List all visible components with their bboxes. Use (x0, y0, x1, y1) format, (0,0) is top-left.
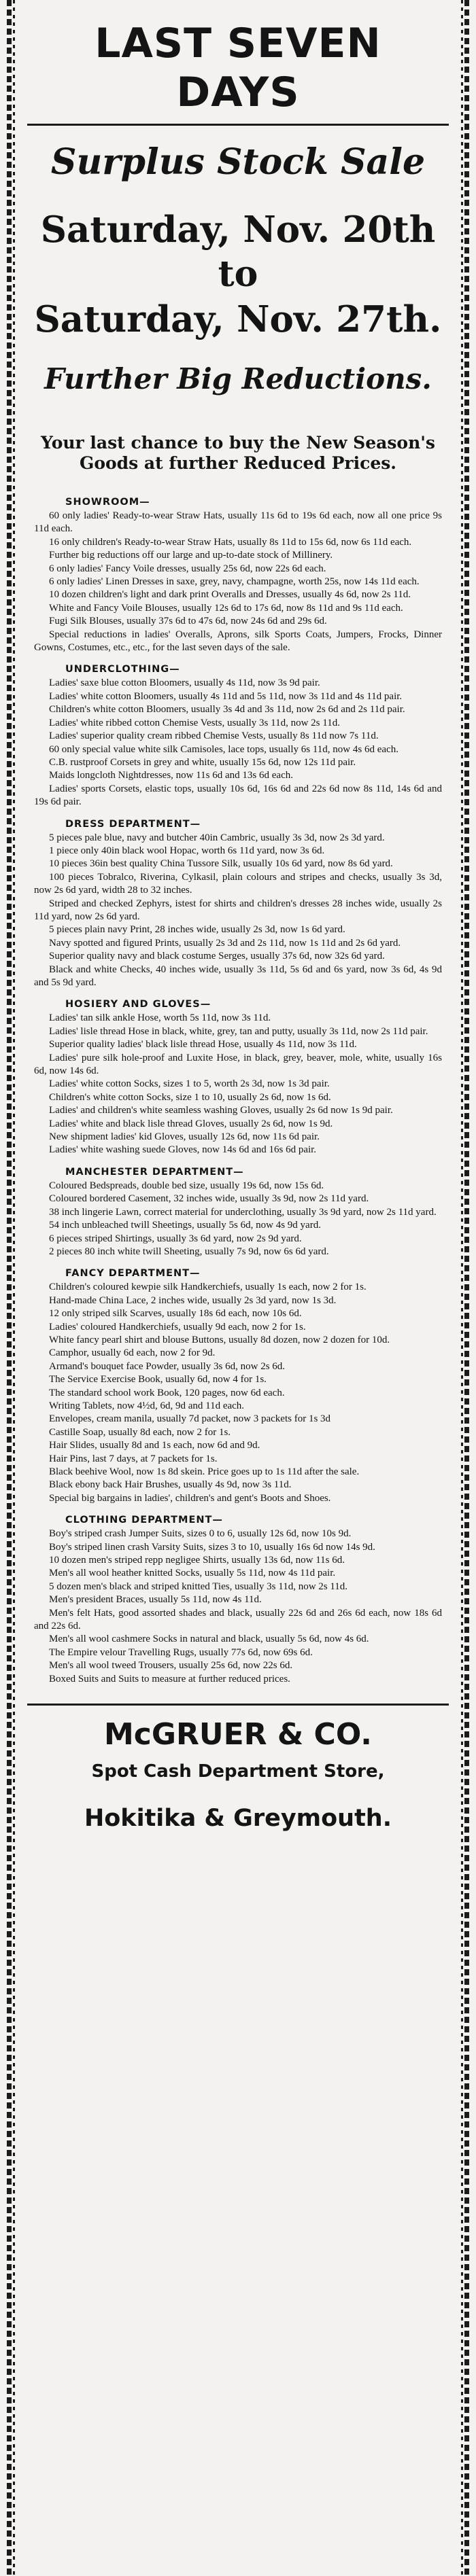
item-text: Ladies' superior quality cream ribbed Chemise Vests, usually 8s 11d now 7s 11d. (49, 730, 379, 742)
date-to: to (218, 253, 258, 295)
item-text: 5 pieces plain navy Print, 28 inches wide, usually 2s 3d, now 1s 6d yard. (49, 924, 345, 936)
item-text: Ladies' lisle thread Hose in black, white, grey, tan and putty, usually 3s 11d, now 2s 11d pair. (49, 1025, 428, 1037)
item-text: Ladies' coloured Handkerchiefs, usually 9d each, now 2 for 1s. (49, 1321, 306, 1333)
item-text: 16 only children's Ready-to-wear Straw Hats, usually 8s 11d to 15s 6d, now 6s 11d each. (49, 536, 412, 548)
item-text: The standard school work Book, 120 pages, now 6d each. (49, 1387, 285, 1398)
item-text: Black ebony back Hair Brushes, usually 4s 9d, now 3s 11d. (49, 1479, 292, 1491)
section-heading: MANCHESTER DEPARTMENT— (65, 1166, 244, 1178)
item-text: 6 pieces striped Shirtings, usually 3s 6d yard, now 2s 9d yard. (49, 1233, 302, 1244)
item-text: 2 pieces 80 inch white twill Sheeting, usually 7s 9d, now 6s 6d yard. (49, 1246, 329, 1257)
item-text: The Empire velour Travelling Rugs, usually 77s 6d, now 69s 6d. (49, 1646, 313, 1658)
left-border (7, 0, 16, 2576)
sections (27, 497, 449, 1686)
item-text: Black beehive Wool, now 1s 8d skein. Price goes up to 1s 11d after the sale. (49, 1466, 360, 1477)
item-text: Men's president Braces, usually 5s 11d, now 4s 11d. (49, 1594, 262, 1606)
item-text: New shipment ladies' kid Gloves, usually 12s 6d, now 11s 6d pair. (49, 1131, 320, 1143)
item-text: Hand-made China Lace, 2 inches wide, usually 2s 3d yard, now 1s 3d. (49, 1294, 337, 1306)
sale-title: Surplus Stock Sale (50, 141, 426, 183)
item-text: The Service Exercise Book, usually 6d, now 4 for 1s. (49, 1374, 267, 1386)
item-text: Ladies' and children's white seamless washing Gloves, usually 2s 6d now 1s 9d pair. (49, 1105, 393, 1116)
item-text: 5 dozen men's black and striped knitted Ties, usually 3s 11d, now 2s 11d. (49, 1581, 348, 1592)
item-text: White fancy pearl shirt and blouse Buttons, usually 8d dozen, now 2 dozen for 10d. (49, 1334, 390, 1345)
item-text: Hair Pins, last 7 days, at 7 packets for 1s. (49, 1453, 218, 1464)
subhead: Further Big Reductions. (44, 362, 432, 395)
item-text: Superior quality navy and black costume Serges, usually 37s 6d, now 32s 6d yard. (49, 951, 385, 962)
item-text: Coloured bordered Casement, 32 inches wide, usually 3s 9d, now 2s 11d yard. (49, 1193, 369, 1205)
item-text: White and Fancy Voile Blouses, usually 12s 6d to 17s 6d, now 8s 11d and 9s 11d each. (49, 602, 403, 614)
item-text: 60 only ladies' Ready-to-wear Straw Hats, usually 11s 6d to 19s 6d each, now all one price 9s 11d each. (34, 510, 442, 535)
item-text: Ladies' tan silk ankle Hose, worth 5s 11d, now 3s 11d. (49, 1012, 271, 1024)
item-text: Ladies' white cotton Bloomers, usually 4s 11d and 5s 11d, now 3s 11d and 4s 11d pair. (49, 690, 403, 702)
item-text: Castille Soap, usually 8d each, now 2 for 1s. (49, 1426, 231, 1438)
date-end: Saturday, Nov. 27th. (34, 298, 442, 340)
item-text: Hair Slides, usually 8d and 1s each, now 6d and 9d. (49, 1440, 260, 1451)
item-text: Children's white cotton Bloomers, usually 3s 4d and 3s 11d, now 2s 6d and 2s 11d pair. (49, 704, 405, 716)
item-text: Superior quality ladies' black lisle thread Hose, usually 4s 11d, now 3s 11d. (49, 1039, 357, 1051)
item-text: Men's all wool heather knitted Socks, usually 5s 11d, now 4s 11d pair. (49, 1568, 336, 1579)
item-text: Ladies' white cotton Socks, sizes 1 to 5, worth 2s 3d, now 1s 3d pair. (49, 1078, 330, 1090)
item-text: Camphor, usually 6d each, now 2 for 9d. (49, 1347, 216, 1359)
item-text: Ladies' saxe blue cotton Bloomers, usually 4s 11d, now 3s 9d pair. (49, 677, 320, 689)
headline-rule (27, 124, 449, 126)
item-text: Navy spotted and figured Prints, usually 2s 3d and 2s 11d, now 1s 11d and 2s 6d yard. (49, 937, 401, 949)
item-text: Further big reductions off our large and up-to-date stock of Millinery. (49, 550, 333, 561)
item-text: 12 only striped silk Scarves, usually 18s 6d each, now 10s 6d. (49, 1308, 302, 1320)
footer-rule (27, 1704, 449, 1706)
item-text: Maids longcloth Nightdresses, now 11s 6d and 13s 6d each. (49, 770, 293, 781)
section-heading: UNDERCLOTHING— (65, 664, 180, 675)
last-chance-line-1: Your last chance to buy the New Season's (41, 433, 435, 453)
item-text: Coloured Bedspreads, double bed size, usually 19s 6d, now 15s 6d. (49, 1180, 324, 1191)
item-text: 6 only ladies' Linen Dresses in saxe, grey, navy, champagne, worth 25s, now 14s 11d each. (49, 576, 420, 588)
item-text: Children's white cotton Socks, size 1 to 10, usually 2s 6d, now 1s 6d. (49, 1091, 331, 1103)
section-heading: SHOWROOM— (65, 497, 150, 508)
store-name: Spot Cash Department Store, (91, 1761, 385, 1782)
item-text: 100 pieces Tobralco, Riverina, Cylkasil, plain colours and stripes and checks, usually 3s 3d, now 2s 6d yard, width 28 to 32 inches. (34, 871, 442, 896)
item-text: 1 piece only 40in black wool Hopac, worth 6s 11d yard, now 3s 6d. (49, 845, 325, 856)
item-text: Boy's striped crash Jumper Suits, sizes 0 to 6, usually 12s 6d, now 10s 9d. (49, 1528, 352, 1540)
last-chance-line-2: Goods at further Reduced Prices. (79, 453, 397, 473)
item-text: Ladies' white and black lisle thread Gloves, usually 2s 6d, now 1s 9d. (49, 1118, 333, 1129)
item-text: Fugi Silk Blouses, usually 37s 6d to 47s 6d, now 24s 6d and 29s 6d. (49, 616, 327, 627)
section-heading: FANCY DEPARTMENT— (65, 1268, 201, 1280)
item-text: 10 pieces 36in best quality China Tussore Silk, usually 10s 6d yard, now 8s 6d yard. (49, 858, 393, 870)
last-chance (27, 433, 449, 474)
item-text: 54 inch unbleached twill Sheetings, usually 5s 6d, now 4s 9d yard. (49, 1220, 321, 1231)
item-text: Men's felt Hats, good assorted shades and black, usually 22s 6d and 26s 6d each, now 18s 6d and 22s 6d. (34, 1607, 442, 1632)
right-border (460, 0, 469, 2576)
section-heading: HOSIERY AND GLOVES— (65, 999, 211, 1010)
towns: Hokitika & Greymouth. (84, 1805, 392, 1833)
item-text: Ladies' pure silk hole-proof and Luxite Hose, in black, grey, beaver, mole, white, usually 16s 6d, now 14s 6d. (34, 1052, 442, 1077)
item-text: C.B. rustproof Corsets in grey and white, usually 15s 6d, now 12s 11d pair. (49, 756, 356, 768)
item-text: 6 only ladies' Fancy Voile dresses, usually 25s 6d, now 22s 6d each. (49, 563, 326, 574)
item-text: 10 dozen men's striped repp negligee Shirts, usually 13s 6d, now 11s 6d. (49, 1555, 345, 1566)
item-text: Special big bargains in ladies', children's and gent's Boots and Shoes. (49, 1492, 331, 1504)
headline: LAST SEVEN DAYS (95, 20, 381, 116)
item-text: Writing Tablets, now 4½d, 6d, 9d and 11d each. (49, 1400, 245, 1411)
item-text: Special reductions in ladies' Overalls, Aprons, silk Sports Coats, Jumpers, Frocks, Dinner Gowns, Costumes, etc., etc., for the last seven days of the sale. (34, 629, 442, 654)
section-heading: CLOTHING DEPARTMENT— (65, 1515, 223, 1526)
item-text: 10 dozen children's light and dark print Overalls and Dresses, usually 4s 6d, now 2s 11d. (49, 589, 411, 601)
sale-dates (27, 207, 449, 342)
date-start: Saturday, Nov. 20th (40, 209, 436, 251)
section-heading: DRESS DEPARTMENT— (65, 818, 201, 830)
item-text: Boy's striped linen crash Varsity Suits, sizes 3 to 10, usually 16s 6d now 14s 9d. (49, 1541, 375, 1553)
item-text: 60 only special value white silk Camisoles, lace tops, usually 6s 11d, now 4s 6d each. (49, 743, 398, 755)
item-text: Ladies' white ribbed cotton Chemise Vests, usually 3s 11d, now 2s 11d. (49, 717, 340, 728)
item-text: Black and white Checks, 40 inches wide, usually 3s 11d, 5s 6d and 6s yard, now 3s 6d, 4s 9d and 5s 9d yard. (34, 964, 442, 988)
item-text: Children's coloured kewpie silk Handkerchiefs, usually 1s each, now 2 for 1s. (49, 1282, 367, 1293)
item-text: 5 pieces pale blue, navy and butcher 40in Cambric, usually 3s 3d, now 2s 3d yard. (49, 832, 385, 843)
footer (27, 1704, 449, 1833)
item-text: 38 inch lingerie Lawn, correct material for underclothing, usually 3s 9d yard, now 2s 11d yard. (49, 1206, 437, 1218)
item-text: Armand's bouquet face Powder, usually 3s 6d, now 2s 6d. (49, 1360, 286, 1372)
item-text: Men's all wool tweed Trousers, usually 25s 6d, now 22s 6d. (49, 1660, 293, 1672)
item-text: Ladies' sports Corsets, elastic tops, usually 10s 6d, 16s 6d and 22s 6d now 8s 11d, 14s 6d and 19s 6d pair. (34, 783, 442, 808)
item-text: Striped and checked Zephyrs, istest for shirts and children's dresses 28 inches wide, usually 2s 11d yard, now 2s 6d yard. (34, 898, 442, 922)
item-text: Men's all wool cashmere Socks in natural and black, usually 5s 6d, now 4s 6d. (49, 1634, 369, 1645)
item-text: Ladies' white washing suede Gloves, now 14s 6d and 16s 6d pair. (49, 1144, 317, 1156)
item-text: Envelopes, cream manila, usually 7d packet, now 3 packets for 1s 3d (49, 1413, 331, 1425)
item-text: Boxed Suits and Suits to measure at further reduced prices. (49, 1673, 290, 1684)
firm-name: McGRUER & CO. (104, 1717, 372, 1752)
